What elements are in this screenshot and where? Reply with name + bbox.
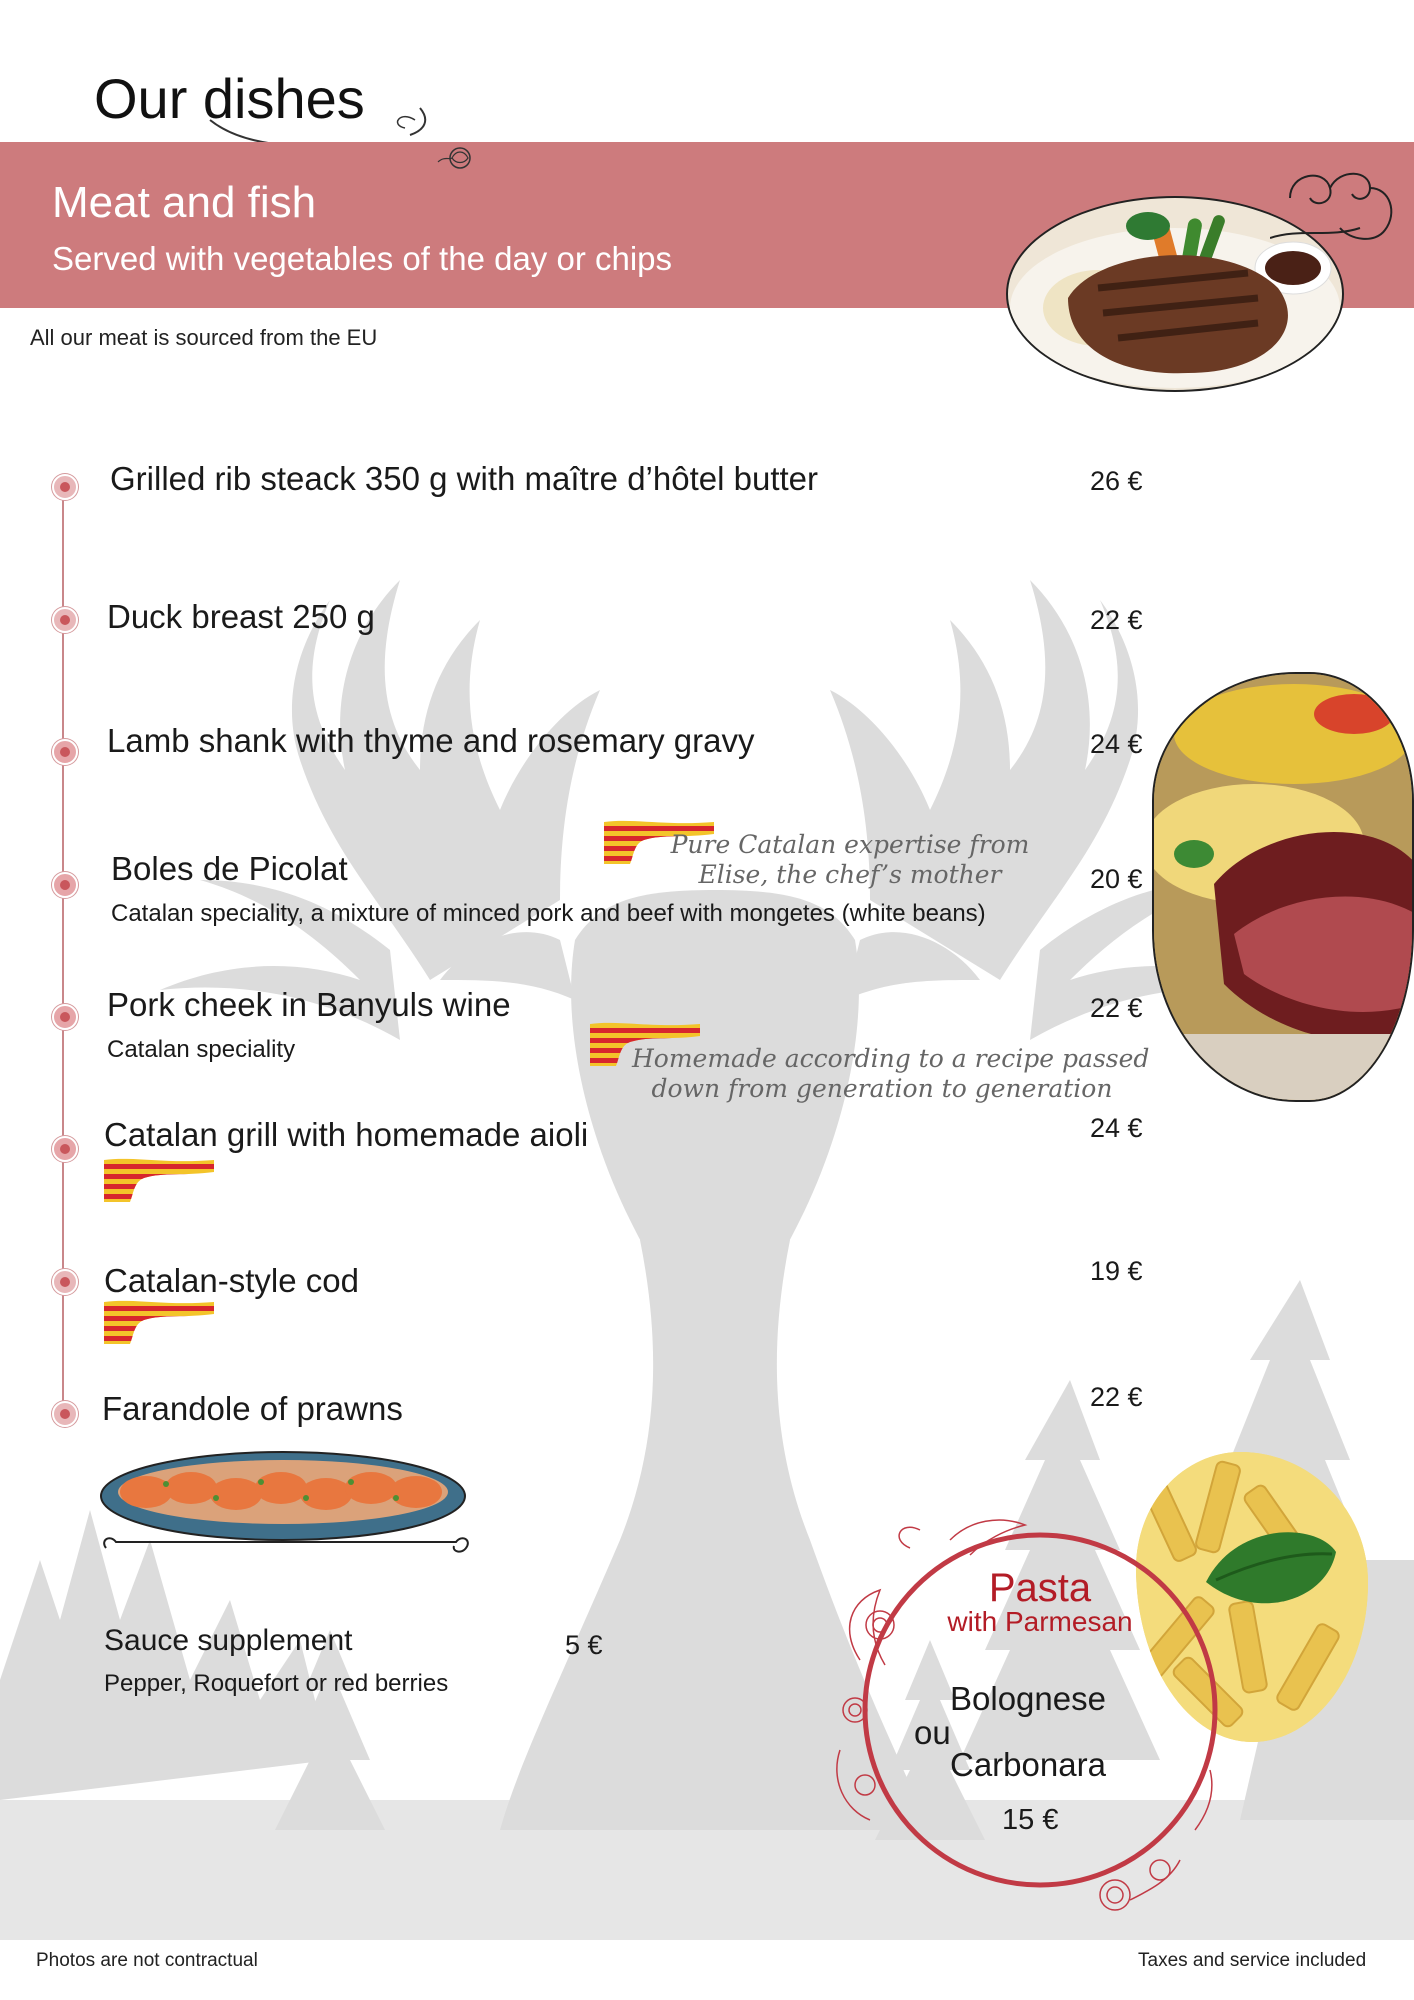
dish-description: Catalan speciality, a mixture of minced pork and beef with mongetes (white beans): [111, 900, 986, 927]
timeline-bullet: [52, 872, 78, 898]
dish-price: 22 €: [1090, 605, 1143, 635]
footer-photos-note: Photos are not contractual: [36, 1950, 258, 1971]
dish-name: Farandole of prawns: [102, 1390, 403, 1427]
sauce-supplement-name: Sauce supplement: [104, 1624, 353, 1657]
pasta-subtitle: with Parmesan: [947, 1606, 1133, 1637]
note-line: Homemade according to a recipe passed: [632, 1044, 1150, 1073]
pasta-option-carbonara: Carbonara: [950, 1746, 1106, 1783]
dish-price: 20 €: [1090, 864, 1143, 894]
timeline-bullet: [52, 1136, 78, 1162]
dish-description: Catalan speciality: [107, 1036, 296, 1063]
note-line: Elise, the chef’s mother: [698, 860, 1002, 889]
page-title: Our dishes: [94, 67, 365, 130]
dish-name: Catalan-style cod: [104, 1262, 359, 1299]
dish-name: Boles de Picolat: [111, 850, 348, 887]
timeline-bullet: [52, 739, 78, 765]
timeline-bullet: [52, 1004, 78, 1030]
dish-price: 26 €: [1090, 466, 1143, 496]
rose-flower-icon: [430, 138, 490, 178]
sauce-supplement-options: Pepper, Roquefort or red berries: [104, 1670, 449, 1697]
prawn-platter-photo: [96, 1448, 470, 1560]
section-title: Meat and fish: [52, 178, 317, 227]
dish-name: Pork cheek in Banyuls wine: [107, 986, 511, 1023]
catalan-flag-icon: [104, 1158, 214, 1202]
decorative-swirl-icon: [1270, 158, 1400, 254]
dish-price: 24 €: [1090, 1113, 1143, 1143]
timeline-bullet: [52, 607, 78, 633]
footer-taxes-note: Taxes and service included: [1138, 1950, 1367, 1971]
duck-photo: [1152, 672, 1414, 1102]
dish-price: 24 €: [1090, 729, 1143, 759]
dish-price: 19 €: [1090, 1256, 1143, 1286]
pasta-option-connector: ou: [914, 1714, 951, 1751]
section-subtitle: Served with vegetables of the day or chips: [52, 240, 673, 277]
timeline-bullet: [52, 1269, 78, 1295]
catalan-expertise-note: [660, 830, 1040, 890]
pasta-title: Pasta: [988, 1566, 1092, 1610]
dish-price: 22 €: [1090, 1382, 1143, 1412]
dish-name: Catalan grill with homemade aioli: [104, 1116, 589, 1153]
homemade-recipe-note: [632, 1044, 1150, 1104]
dish-name: Grilled rib steack 350 g with maître d’hôtel butter: [110, 460, 819, 497]
timeline-bullet: [52, 474, 78, 500]
note-line: Pure Catalan expertise from: [670, 830, 1030, 859]
pasta-option-bolognese: Bolognese: [950, 1680, 1106, 1717]
dish-name: Lamb shank with thyme and rosemary gravy: [107, 722, 755, 759]
pasta-price: 15 €: [1002, 1804, 1059, 1836]
dish-price: 22 €: [1090, 993, 1143, 1023]
dish-name: Duck breast 250 g: [107, 598, 375, 635]
meat-origin-note: All our meat is sourced from the EU: [30, 325, 378, 350]
timeline-bullet: [52, 1401, 78, 1427]
note-line: down from generation to generation: [651, 1074, 1113, 1103]
sauce-supplement-price: 5 €: [565, 1630, 603, 1660]
catalan-flag-icon: [104, 1300, 214, 1344]
